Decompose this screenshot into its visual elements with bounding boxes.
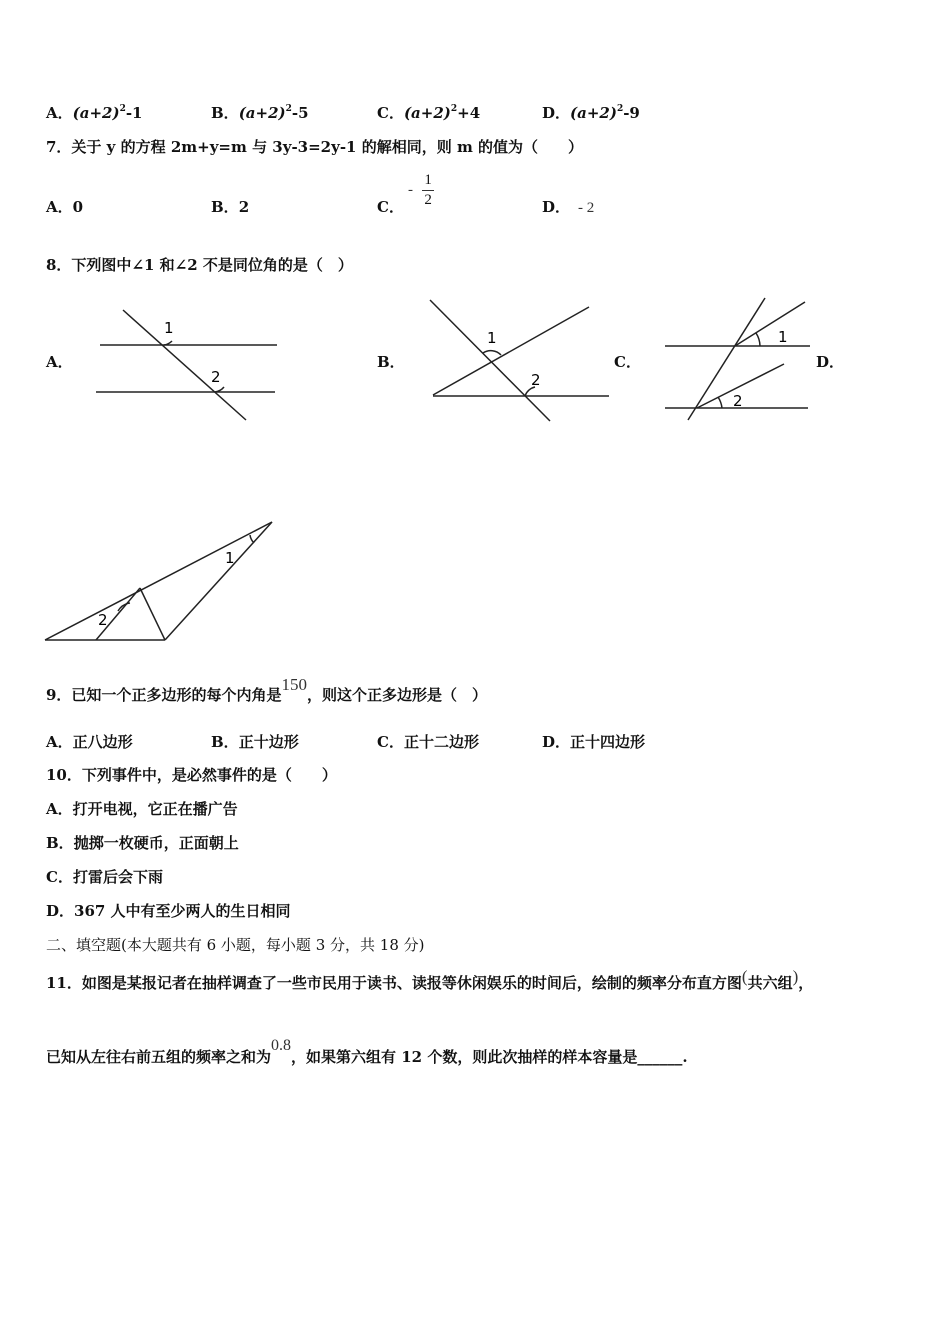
angle-1-label: 1 <box>487 329 497 347</box>
q9-option-c: C．正十二边形 <box>377 733 479 751</box>
q7-option-c-fraction: - $\frac{1}{2}$ <box>408 172 434 209</box>
q7-option-d: D． - 2 <box>542 198 595 216</box>
q7-option-a: A．0 <box>46 198 84 216</box>
q11-frequency: 0.8 <box>271 1037 292 1054</box>
q8-label-a: A． <box>46 353 73 371</box>
q10-option-b: B．抛掷一枚硬币，正面朝上 <box>46 834 239 852</box>
q9-option-d: D．正十四边形 <box>542 733 646 751</box>
angle-2-label: 2 <box>98 611 108 629</box>
q7-option-b: B．2 <box>211 198 250 216</box>
q8-figure-b <box>425 295 615 425</box>
angle-1-label: 1 <box>778 328 788 346</box>
q10-option-a: A．打开电视，它正在播广告 <box>46 800 238 818</box>
q6-option-d: D．$(a+2)^2-9$ <box>542 104 640 122</box>
q8-figure-d <box>40 515 280 645</box>
section-heading: 二、填空题(本大题共有 6 小题，每小题 3 分，共 18 分) <box>46 936 425 954</box>
angle-1-label: 1 <box>225 549 235 567</box>
q8-label-b: B． <box>377 353 405 371</box>
q9-option-b: B．正十边形 <box>211 733 299 751</box>
q9-stem: 9．已知一个正多边形的每个内角是150，则这个正多边形是（ ） <box>46 675 487 704</box>
angle-2-label: 2 <box>531 371 541 389</box>
angle-2-label: 2 <box>211 368 221 386</box>
q8-figure-a <box>90 305 285 425</box>
q10-option-d: D．367 人中有至少两人的生日相同 <box>46 902 291 920</box>
q8-label-d: D． <box>816 353 845 371</box>
q8-label-c: C． <box>614 353 641 371</box>
angle-2-label: 2 <box>733 392 743 410</box>
q9-option-a: A．正八边形 <box>46 733 133 751</box>
q11-line2: 已知从左往右前五组的频率之和为0.8，如果第六组有 12 个数，则此次抽样的样本容量是______. <box>46 1037 688 1066</box>
q11-line1: 11．如图是某报记者在抽样调查了一些市民用于读书、读报等休闲娱乐的时间后，绘制的频率分布直方图(共六组)， <box>46 967 814 992</box>
q10-option-c: C．打雷后会下雨 <box>46 868 163 886</box>
q8-stem: 8．下列图中∠1 和∠2 不是同位角的是（ ） <box>46 256 353 274</box>
q6-option-a: A．$(a+2)^2-1$ <box>46 104 143 122</box>
q6-option-b: B．$(a+2)^2-5$ <box>211 104 309 122</box>
q8-figure-c <box>660 292 815 427</box>
q9-angle: 150 <box>281 675 307 694</box>
q10-stem: 10．下列事件中，是必然事件的是（ ） <box>46 766 337 784</box>
q7-option-c-label: C． <box>377 198 404 216</box>
q7-stem: 7．关于 y 的方程 2m+y=m 与 3y-3=2y-1 的解相同，则 m 的值为（ ） <box>46 138 584 156</box>
angle-1-label: 1 <box>164 319 174 337</box>
q6-option-c: C．$(a+2)^2+4$ <box>377 104 481 122</box>
